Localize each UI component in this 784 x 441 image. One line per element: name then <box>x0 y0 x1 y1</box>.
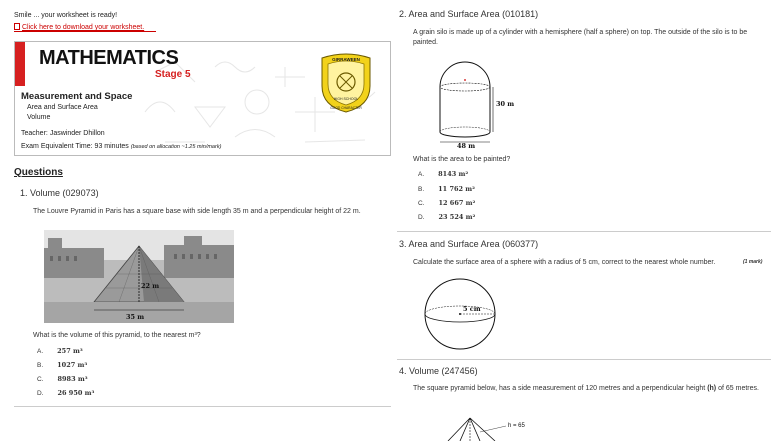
exam-note: (based on allocation ~1.25 min/mark) <box>130 144 222 150</box>
question-text-part: The square pyramid below, has a side measurement of 120 metres and a perpendicular height <box>413 385 706 392</box>
exam-label: Exam Equivalent Time: <box>21 143 93 150</box>
question-number: 4. <box>399 366 407 376</box>
question-text-part: of 65 metres. <box>718 385 759 392</box>
worksheet-banner <box>14 41 391 156</box>
question-1-text: The Louvre Pyramid in Paris has a square base with side length 35 m and a perpendicular height of 22 m. <box>33 208 361 215</box>
exam-time-line <box>21 143 221 150</box>
question-3-title <box>399 239 538 249</box>
subtopic-area: Area and Surface Area <box>27 104 98 111</box>
question-title-text: Area and Surface Area (010181) <box>408 9 539 19</box>
option-value: 8143 m² <box>438 170 469 178</box>
pdf-icon <box>14 23 20 30</box>
grain-silo-diagram <box>425 52 520 150</box>
question-number: 1. <box>20 188 28 198</box>
option-value: 23 524 m² <box>438 213 476 221</box>
divider <box>397 359 771 360</box>
question-1-title <box>20 188 99 198</box>
subtopic-volume: Volume <box>27 114 51 121</box>
question-2-text: A grain silo is made up of a cylinder with a hemisphere (half a sphere) on top. The outside of the silo is to be painted. <box>413 29 748 46</box>
question-2-prompt: What is the area to be painted? <box>413 156 511 163</box>
question-title-text: Area and Surface Area (060377) <box>408 239 539 249</box>
option-c[interactable] <box>37 375 88 383</box>
teacher-name: Jaswinder Dhillon <box>49 130 105 137</box>
option-value: 11 762 m² <box>438 185 476 193</box>
option-value: 26 950 m³ <box>57 389 95 397</box>
option-d[interactable] <box>418 213 475 221</box>
download-link[interactable] <box>14 23 156 32</box>
marks-label: (1 mark) <box>743 259 763 265</box>
divider <box>397 231 771 232</box>
question-4-text <box>413 384 768 394</box>
divider <box>14 406 391 407</box>
option-value: 8983 m³ <box>57 375 88 383</box>
teacher-label: Teacher: <box>21 130 48 137</box>
louvre-pyramid-photo <box>44 230 234 323</box>
option-b[interactable] <box>418 185 475 193</box>
square-pyramid-diagram <box>440 414 530 441</box>
option-letter: A. <box>37 348 44 355</box>
question-1-prompt: What is the volume of this pyramid, to the nearest m³? <box>33 332 201 339</box>
option-letter: C. <box>37 376 44 383</box>
option-letter: B. <box>418 186 425 193</box>
subject-title: MATHEMATICS <box>39 47 179 69</box>
questions-heading: Questions <box>14 167 63 178</box>
option-letter: D. <box>418 214 425 221</box>
ready-text: Smile ... your worksheet is ready! <box>14 12 118 19</box>
question-number: 2. <box>399 9 407 19</box>
crest-top-text: GIRRAWEEN <box>332 57 360 62</box>
download-link-text[interactable]: Click here to download your worksheet. <box>22 24 145 31</box>
figure-base-label: 35 m <box>126 313 145 321</box>
figure-base-label: 48 m <box>457 142 476 150</box>
crest-bottom-text: HIGH SCHOOL <box>333 97 359 101</box>
exam-value: 93 minutes <box>94 143 129 150</box>
teacher-line <box>21 130 105 137</box>
option-letter: D. <box>37 390 44 397</box>
school-crest-icon <box>318 52 374 114</box>
option-letter: A. <box>418 171 425 178</box>
sphere-diagram <box>422 276 498 352</box>
question-title-text: Volume (247456) <box>409 366 478 376</box>
question-3-text: Calculate the surface area of a sphere with a radius of 5 cm, correct to the nearest whole number. <box>413 259 716 266</box>
option-letter: C. <box>418 200 425 207</box>
figure-height-label: h = 65 <box>508 423 525 429</box>
stage-label: Stage 5 <box>155 69 191 80</box>
figure-height-label: 22 m <box>141 282 160 290</box>
option-value: 12 667 m² <box>438 199 476 207</box>
topic-title: Measurement and Space <box>21 91 133 102</box>
option-c[interactable] <box>418 199 475 207</box>
option-a[interactable] <box>37 347 83 355</box>
question-2-title <box>399 9 538 19</box>
option-value: 1027 m³ <box>57 361 88 369</box>
option-a[interactable] <box>418 170 468 178</box>
height-variable: (h) <box>707 385 717 392</box>
question-title-text: Volume (029073) <box>30 188 99 198</box>
question-4-title <box>399 366 478 376</box>
figure-height-label: 30 m <box>496 100 515 108</box>
option-value: 257 m³ <box>57 347 83 355</box>
option-letter: B. <box>37 362 44 369</box>
crest-motto-text: GOOD CHARACTER <box>330 106 362 110</box>
figure-radius-label: 5 cm <box>463 305 481 313</box>
option-d[interactable] <box>37 389 94 397</box>
question-number: 3. <box>399 239 407 249</box>
option-b[interactable] <box>37 361 87 369</box>
banner-accent <box>15 42 25 86</box>
